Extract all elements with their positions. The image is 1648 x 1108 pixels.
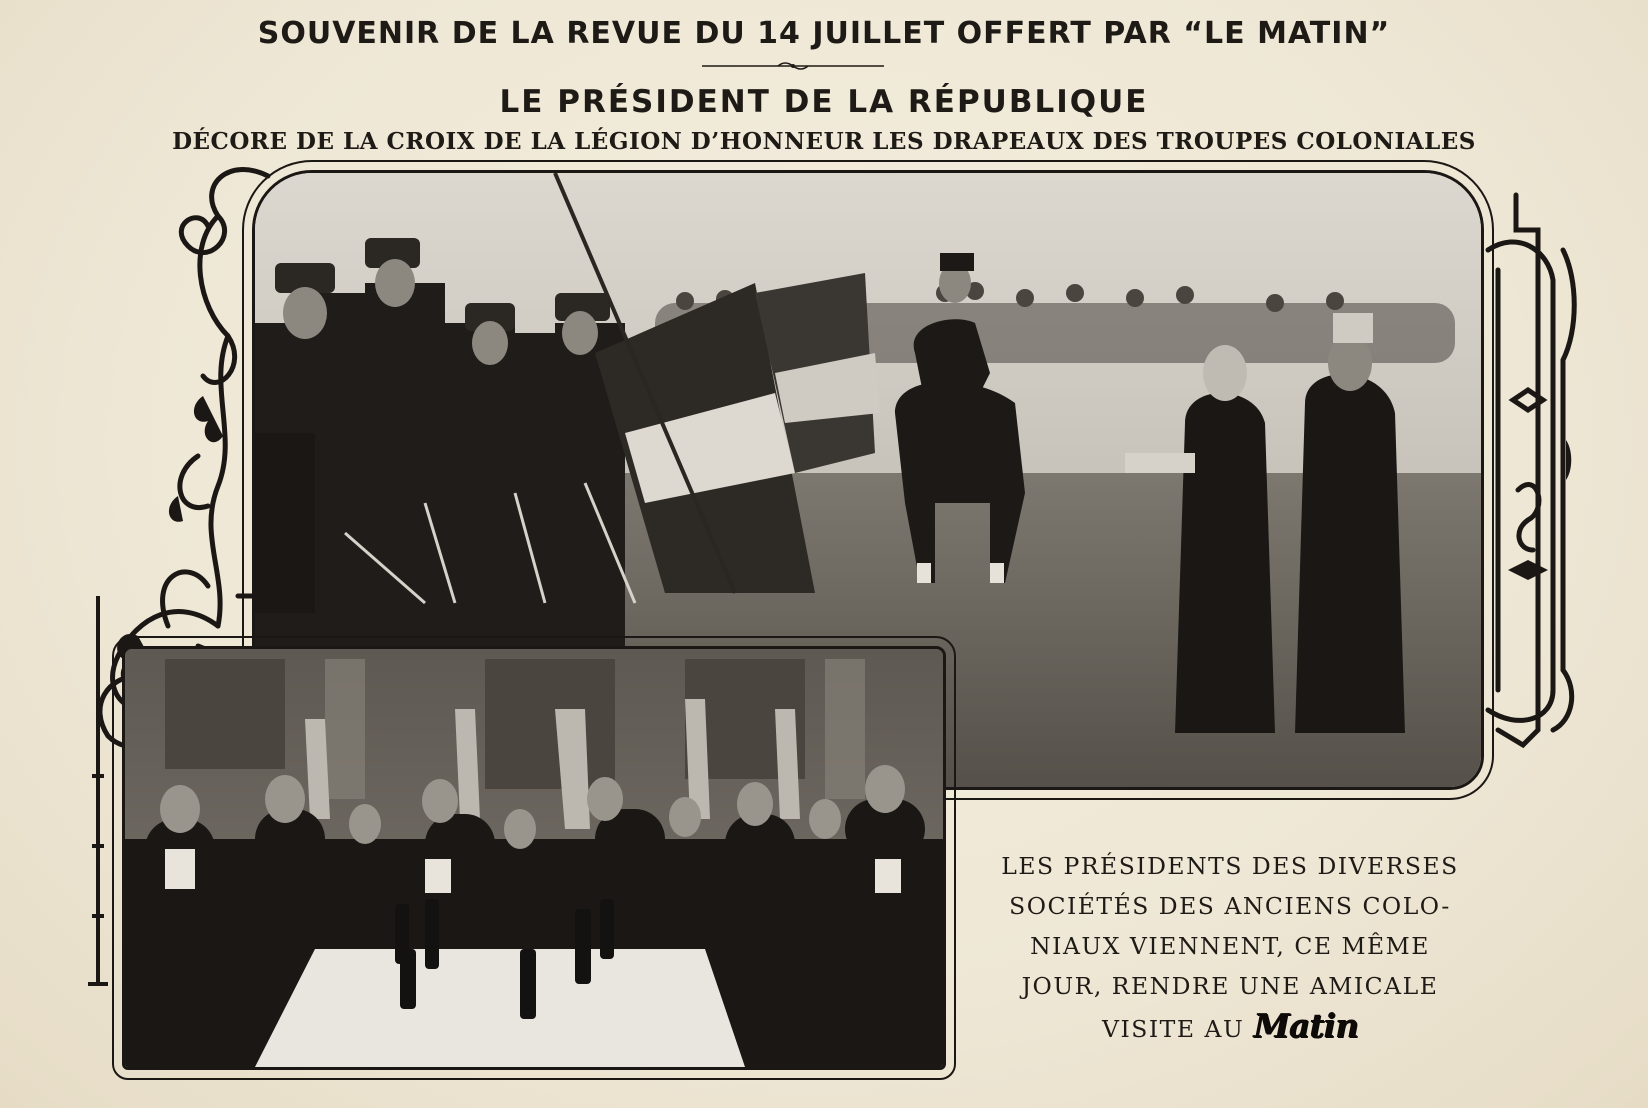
decoration-subheading: DÉCORE DE LA CROIX DE LA LÉGION D’HONNEUR LES DRAPEAUX DES TROUPES COLONIALES bbox=[172, 128, 1476, 155]
le-matin-logo: Matin bbox=[1253, 1006, 1358, 1045]
caption-line-1: LES PRÉSIDENTS DES DIVERSES bbox=[1001, 852, 1459, 880]
caption-visite-au: VISITE AU bbox=[1102, 1015, 1245, 1043]
president-heading: LE PRÉSIDENT DE LA RÉPUBLIQUE bbox=[499, 84, 1149, 120]
reception-illustration bbox=[125, 649, 943, 1067]
caption-line-5 bbox=[990, 1006, 1470, 1049]
right-scroll-ornament bbox=[1478, 190, 1588, 756]
souvenir-title: SOUVENIR DE LA REVUE DU 14 JUILLET OFFERT PAR “LE MATIN” bbox=[257, 16, 1391, 51]
caption-line-3: NIAUX VIENNENT, CE MÊME bbox=[1030, 932, 1430, 960]
reception-caption bbox=[990, 846, 1470, 1049]
reception-photo bbox=[122, 646, 946, 1070]
caption-line-2: SOCIÉTÉS DES ANCIENS COLO- bbox=[1009, 892, 1451, 920]
caption-line-4: JOUR, RENDRE UNE AMICALE bbox=[1021, 972, 1439, 1000]
ornamental-divider bbox=[702, 60, 884, 72]
